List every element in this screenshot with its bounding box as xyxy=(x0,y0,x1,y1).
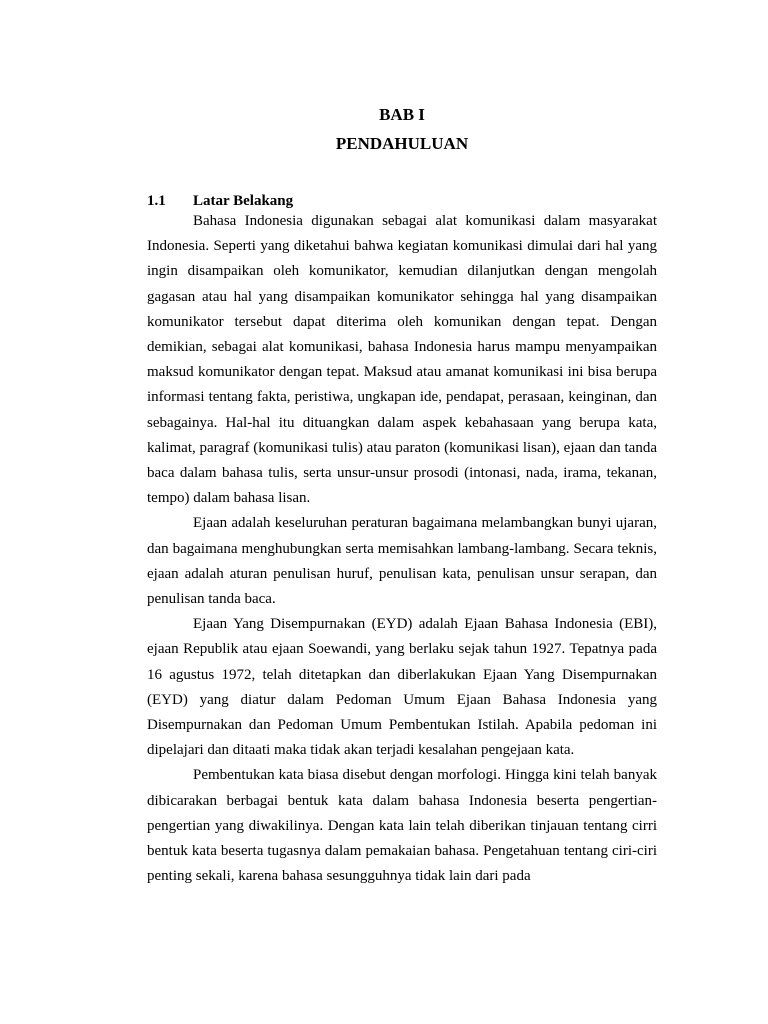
section-title: Latar Belakang xyxy=(193,193,294,209)
section-heading xyxy=(147,191,293,211)
chapter-label: BAB I xyxy=(379,105,425,124)
paragraph: Ejaan adalah keseluruhan peraturan bagaimana melambangkan bunyi ujaran, dan bagaimana menghubungkan serta memisahkan lambang-lambang. Secara teknis, ejaan adalah aturan penulisan huruf, penulisan kata, penulisan unsur serapan, dan penulisan tanda baca. xyxy=(147,515,657,608)
chapter-title: PENDAHULUAN xyxy=(335,134,469,153)
paragraph: Ejaan Yang Disempurnakan (EYD) adalah Ejaan Bahasa Indonesia (EBI), ejaan Republik atau ejaan Soewandi, yang berlaku sejak tahun 1927. Tepatnya pada 16 agustus 1972, telah ditetapkan dan diberlakukan Ejaan Yang Disempurnakan (EYD) yang diatur dalam Pedoman Umum Ejaan Bahasa Indonesia yang Disempurnakan dan Pedoman Umum Pembentukan Istilah. Apabila pedoman ini dipelajari dan ditaati maka tidak akan terjadi kesalahan pengejaan kata. xyxy=(147,616,657,759)
body-text xyxy=(147,209,657,889)
paragraph: Bahasa Indonesia digunakan sebagai alat komunikasi dalam masyarakat Indonesia. Seperti yang diketahui bahwa kegiatan komunikasi dimulai dari hal yang ingin disampaikan oleh komunikator, kemudian dilanjutkan dengan mengolah gagasan atau hal yang disampaikan komunikator sehingga hal yang disampaikan komunikator tersebut dapat diterima oleh komunikan dengan tepat. Dengan demikian, sebagai alat komunikasi, bahasa Indonesia harus mampu menyampaikan maksud komunikator dengan tepat. Maksud atau amanat komunikasi ini bisa berupa informasi tentang fakta, peristiwa, ungkapan ide, pendapat, perasaan, keinginan, dan sebagainya. Hal-hal itu dituangkan dalam aspek kebahasaan yang berupa kata, kalimat, paragraf (komunikasi tulis) atau paraton (komunikasi lisan), ejaan dan tanda baca dalam bahasa tulis, serta unsur-unsur prosodi (intonasi, nada, irama, tekanan, tempo) dalam bahasa lisan. xyxy=(147,213,657,507)
paragraph: Pembentukan kata biasa disebut dengan morfologi. Hingga kini telah banyak dibicarakan berbagai bentuk kata dalam bahasa Indonesia beserta pengertian-pengertian yang diwakilinya. Dengan kata lain telah diberikan tinjauan tentang cirri bentuk kata beserta tugasnya dalam pemakaian bahasa. Pengetahuan tentang ciri-ciri penting sekali, karena bahasa sesungguhnya tidak lain dari pada xyxy=(147,767,657,885)
section-number: 1.1 xyxy=(147,193,166,209)
